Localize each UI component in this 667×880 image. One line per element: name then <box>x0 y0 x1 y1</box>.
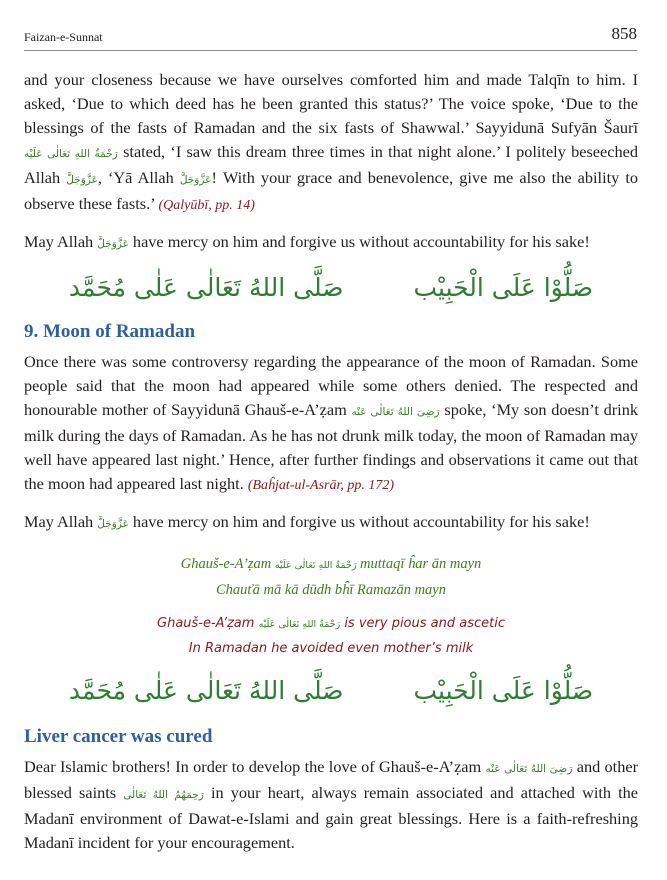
reference-citation: (Baĥjat-ul-Asrār, pp. 172) <box>247 478 395 493</box>
verse-urdu-line-1 <box>24 552 638 578</box>
text: muttaqī ĥar ān mayn <box>360 556 482 572</box>
dua-paragraph <box>24 510 638 536</box>
salat-right: صَلُّوْا عَلَى الْحَبِيْب <box>413 272 594 302</box>
paragraph-moon <box>24 350 638 498</box>
text: and your closeness because we have ourselves comforted him and made Talqīn to him. I asked, ‘Due to which deed has he been granted this status?’ The voice spoke, ‘Due to the blessings of the fasts of Ramadan and the six fasts of Shawwal.’ Sayyidunā Sufyān Šaurī <box>24 70 638 137</box>
page-content <box>24 68 638 855</box>
section-heading: 9. Moon of Ramadan <box>24 321 196 342</box>
honorific-text: رَضِیَ اللهُ تَعَالٰی عَنْه <box>485 763 573 775</box>
honorific-text: رَحْمَةُ اللهِ تَعَالٰى عَلَيْه <box>274 560 357 571</box>
verse-english-line-1 <box>24 612 638 637</box>
text: Ghauš-e-A’ẓam <box>180 556 272 572</box>
honorific-text: رَحْمَةُ اللهِ تَعَالٰى عَلَيْه <box>258 619 341 630</box>
honorific-text: عَزَّوَجَلَّ <box>97 238 129 250</box>
salat-line <box>24 665 638 715</box>
paragraph-dream <box>24 68 638 218</box>
text: stated, ‘I saw this dream three times in that night alone.’ I politely beseeched Allah <box>24 142 638 187</box>
honorific-text: عَزَّوَجَلَّ <box>97 518 129 530</box>
verse-english-line-2: In Ramadan he avoided even mother’s milk <box>188 641 474 656</box>
reference-citation: (Qalyūbī, pp. 14) <box>158 198 255 213</box>
paragraph-liver <box>24 755 638 855</box>
salat-left: صَلَّى اللهُ تَعَالٰى عَلٰى مُحَمَّد <box>68 675 344 705</box>
honorific-text: عَزَّوَجَلَّ <box>179 174 212 186</box>
verse-urdu-line-2: Chauťā mā kā dūdh bĥī Ramazān mayn <box>215 582 446 598</box>
dua-paragraph <box>24 230 638 256</box>
text: Once there was some controversy regarding the appearance of the moon of Ramadan. Some people said that the moon had appeared while some others denied. The respected and honourable mother of Sayyidunā Ghauš-e-A’ẓam <box>24 352 638 419</box>
section-heading: Liver cancer was cured <box>24 726 213 747</box>
text: is very pious and ascetic <box>344 616 505 631</box>
salat-right: صَلُّوْا عَلَى الْحَبِيْب <box>413 675 594 705</box>
text: Dear Islamic brothers! In order to develop the love of Ghauš-e-A’ẓam <box>24 757 482 776</box>
text: spoke, ‘My son doesn’t drink milk during the days of Ramadan. As he has not drunk milk today, the moon of Ramadan may well have appeared last night.’ Hence, after further findings and observations it came out that the moon had appeared last night. <box>24 400 638 493</box>
text: have mercy on him and forgive us without accountability for his sake! <box>132 512 590 531</box>
text: ! With your grace and benevolence, give me also the ability to observe these fasts.’ <box>24 168 638 213</box>
page-number: 858 <box>611 24 637 43</box>
honorific-text: عَزَّوَجَلَّ <box>66 174 98 186</box>
salat-line <box>24 262 638 312</box>
honorific-text: رَحْمَةُ اللهِ تَعَالٰى عَلَيْه <box>24 148 118 160</box>
text: and other blessed saints <box>24 757 638 802</box>
honorific-text: رَضِیَ اللهُ تَعَالٰی عَنْه <box>351 406 440 418</box>
text: May Allah <box>24 512 94 531</box>
page-header <box>24 24 637 51</box>
text: have mercy on him and forgive us without accountability for his sake! <box>132 232 590 251</box>
text: May Allah <box>24 232 94 251</box>
text: , ‘Yā Allah <box>97 168 174 187</box>
book-title: Faizan-e-Sunnat <box>24 30 103 44</box>
salat-left: صَلَّى اللهُ تَعَالٰى عَلٰى مُحَمَّد <box>68 272 344 302</box>
text: Ghauš-e-A’ẓam <box>157 616 255 631</box>
text: in your heart, always remain associated and attached with the Madanī environment of Dawat-e-Islami and gain great blessings. Here is a faith-refreshing Madanī incident for your encouragement. <box>24 783 639 852</box>
honorific-text: رَحِمَهُمُ اللهُ تَعَالٰی <box>123 789 204 801</box>
